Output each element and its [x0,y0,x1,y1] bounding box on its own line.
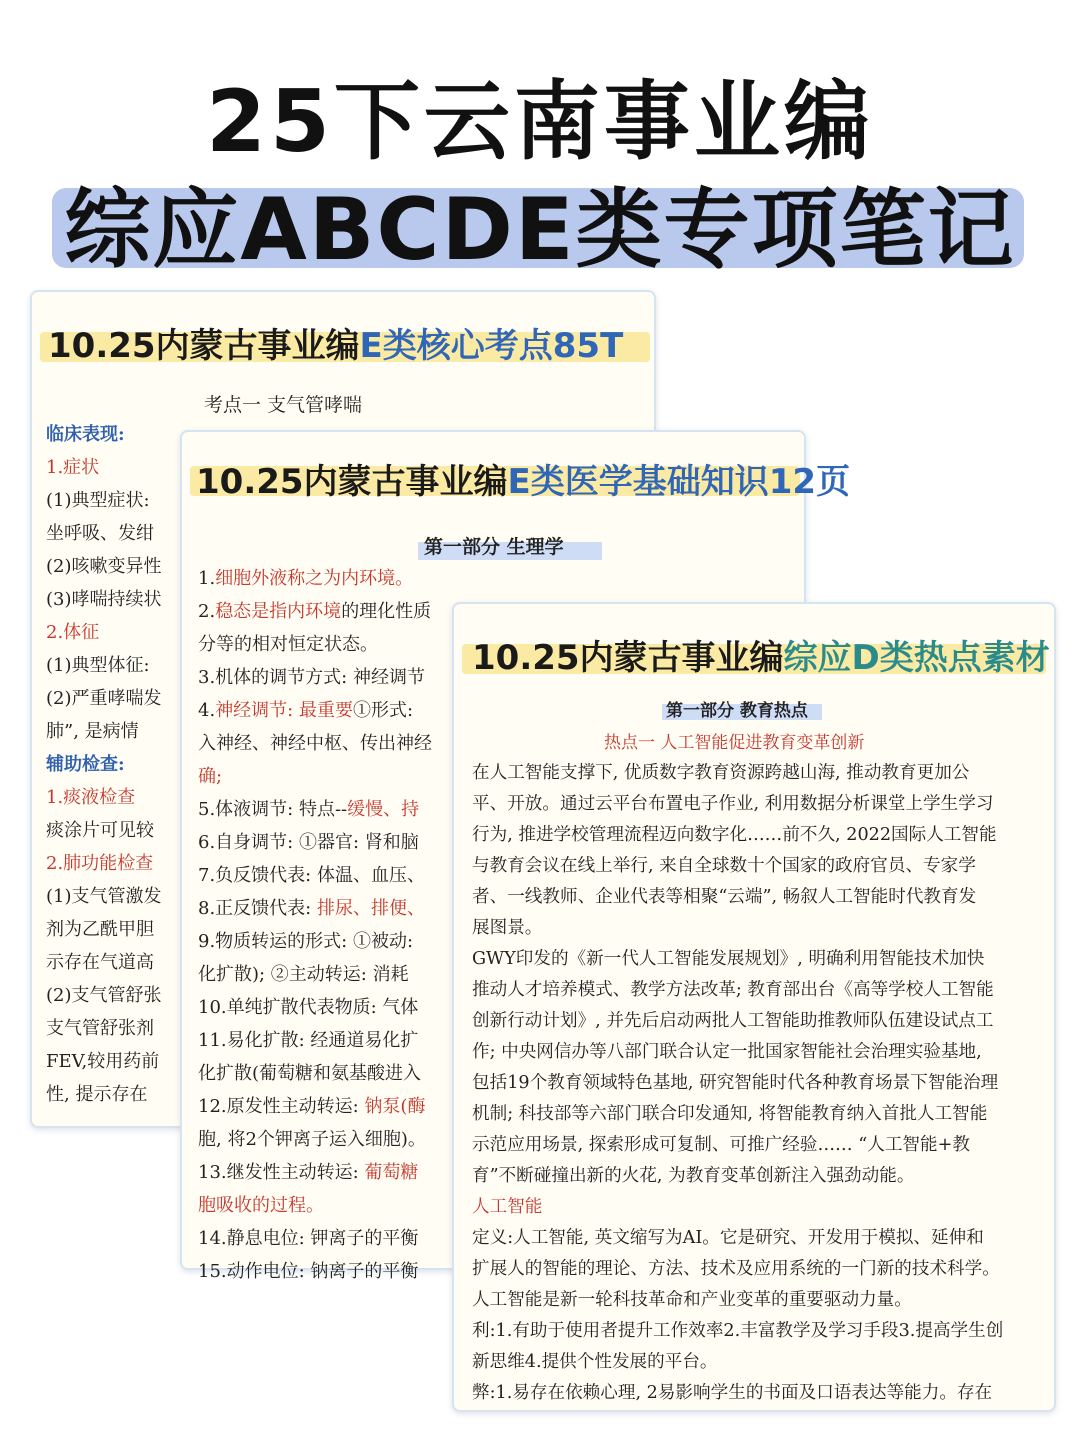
note-line: (2)严重哮喘发 [46,688,162,709]
note-line-segment: 4. [198,700,216,721]
note-line: (2)咳嗽变异性 [46,556,162,577]
note-line: 包括19个教育领域特色基地, 研究智能时代各种教育场景下智能治理 [472,1073,999,1093]
note-line: 弊:1.易存在依赖心理, 2易影响学生的书面及口语表达等能力。存在 [472,1383,993,1403]
note-line: 辅助检查: [46,754,125,775]
section-heading: 第一部分 教育热点 [666,701,808,721]
note-line [198,1255,432,1288]
note-line-segment: 胞吸收的过程。 [198,1195,324,1216]
section-heading: 第一部分 生理学 [424,536,564,558]
note-line [198,1090,432,1123]
title-line-2: 综应ABCDE类专项笔记 [64,180,1016,280]
card-title-prefix: 10.25内蒙古事业编 [196,462,508,502]
note-line: 利:1.有助于使用者提升工作效率2.丰富教学及学习手段3.提高学生创 [472,1321,1004,1341]
note-line [198,1123,432,1156]
note-line-segment: 2. [198,601,216,622]
note-line-segment: 6.自身调节: ①器官: 肾和脑 [198,832,419,853]
note-line [198,1057,432,1090]
note-line-segment: 胞, 将2个钾离子运入细胞)。 [198,1129,426,1150]
note-line: 痰涂片可见较 [46,820,154,841]
note-line: 示存在气道高 [46,952,154,973]
note-line: 推动人才培养模式、教学方法改革; 教育部出台《高等学校人工智能 [472,980,994,1000]
note-card-d-hotspot [452,602,1056,1412]
note-line [198,661,432,694]
note-line: 肺”, 是病情 [46,721,139,742]
note-line: 创新行动计划》, 并先后启动两批人工智能助推教师队伍建设试点工 [472,1011,994,1031]
card-title [472,630,1050,679]
note-line [198,859,432,892]
note-line: 行为, 推进学校管理流程迈向数字化……前不久, 2022国际人工智能 [472,825,997,845]
card-title-suffix: E类医学基础知识12页 [507,462,851,502]
note-line: (1)典型症状: [46,490,150,511]
card-title-prefix: 10.25内蒙古事业编 [48,326,360,366]
note-line: 新思维4.提供个性发展的平台。 [472,1352,718,1372]
note-line [198,958,432,991]
note-line-segment: 神经调节: 最重要 [215,700,353,721]
note-line-segment: 1. [198,568,216,589]
note-line: 展图景。 [472,918,543,938]
note-line-segment: 12.原发性主动转运: [198,1096,365,1117]
note-line: 与教育会议在线上举行, 来自全球数十个国家的政府官员、专家学 [472,856,976,876]
note-line-segment: 5.体液调节: 特点-- [198,799,348,820]
note-line-segment: 缓慢、持 [347,799,420,820]
note-line: 育”不断碰撞出新的火花, 为教育变革创新注入强劲动能。 [472,1166,915,1186]
note-line-segment: 7.负反馈代表: 体温、血压、 [198,865,425,886]
note-line: 在人工智能支撑下, 优质数字教育资源跨越山海, 推动教育更加公 [472,763,970,783]
note-line: (1)典型体征: [46,655,150,676]
note-line [198,694,432,727]
note-line: 临床表现: [46,424,125,445]
note-line [198,760,432,793]
note-lines [46,418,162,1111]
note-line-segment: 11.易化扩散: 经通道易化扩 [198,1030,419,1051]
note-line [198,892,432,925]
note-line-segment: 排尿、排便、 [316,898,425,919]
note-line-segment: 分等的相对恒定状态。 [198,634,378,655]
note-line: 2.体征 [46,622,100,643]
note-line [198,628,432,661]
note-line-segment: 化扩散(葡萄糖和氨基酸进入 [198,1063,422,1084]
note-line: 机制; 科技部等六部门联合印发通知, 将智能教育纳入首批人工智能 [472,1104,988,1124]
note-line [198,793,432,826]
note-line: 人工智能是新一轮科技革命和产业变革的重要驱动力量。 [472,1290,912,1310]
cover-title [0,0,1080,290]
note-line-segment: ①形式: [352,700,414,721]
title-line-1: 25下云南事业编 [206,72,874,172]
note-line-segment: 稳态是指内环境 [215,601,342,622]
note-line-segment: 13.继发性主动转运: [198,1162,365,1183]
note-line [198,826,432,859]
note-line-segment: 9.物质转运的形式: ①被动: [198,931,414,952]
note-line: 定义:人工智能, 英文缩写为AI。它是研究、开发用于模拟、延伸和 [472,1228,984,1248]
note-line: 2.肺功能检查 [46,853,154,874]
note-line: 作; 中央网信办等八部门联合认定一批国家智能社会治理实验基地, [472,1042,982,1062]
note-line [198,1024,432,1057]
note-line: 剂为乙酰甲胆 [46,919,154,940]
card-title-suffix: E类核心考点85T [359,326,624,366]
note-line [198,991,432,1024]
section-heading: 考点一 支气管哮喘 [204,394,363,416]
note-line: 人工智能 [472,1197,543,1217]
note-line-segment: 10.单纯扩散代表物质: 气体 [198,997,419,1018]
hotspot-heading: 热点一 人工智能促进教育变革创新 [604,733,865,753]
note-line: 支气管舒张剂 [46,1018,154,1039]
note-line-segment: 的理化性质 [341,601,432,622]
note-lines [198,562,432,1288]
note-line [198,727,432,760]
note-line: 平、开放。通过云平台布置电子作业, 利用数据分析课堂上学生学习 [472,794,994,814]
note-line [198,1156,432,1189]
note-line [198,1189,432,1222]
card-title-prefix: 10.25内蒙古事业编 [472,638,784,678]
note-line: 扩展人的智能的理论、方法、技术及应用系统的一门新的技术科学。 [472,1259,1000,1279]
note-line-segment: 8.正反馈代表: [198,898,317,919]
note-lines [472,758,1038,1409]
note-line-segment: 葡萄糖 [364,1162,419,1183]
note-line: 示范应用场景, 探索形成可复制、可推广经验…… “人工智能+教 [472,1135,970,1155]
note-line: (1)支气管激发 [46,886,162,907]
note-line [198,595,432,628]
note-line: 1.痰液检查 [46,787,136,808]
note-line-segment: 3.机体的调节方式: 神经调节 [198,667,425,688]
note-line: GWY印发的《新一代人工智能发展规划》, 明确利用智能技术加快 [472,949,985,969]
card-title-suffix: 综应D类热点素材 [783,638,1050,678]
note-line-segment: 14.静息电位: 钾离子的平衡 [198,1228,419,1249]
note-line: 1.症状 [46,457,100,478]
note-line [198,562,432,595]
card-title [196,454,850,503]
note-line-segment: 入神经、神经中枢、传出神经 [198,733,432,754]
note-line-segment: 钠泵(酶 [364,1096,426,1117]
note-line: 坐呼吸、发绀 [46,523,154,544]
note-line-segment: 化扩散); ②主动转运: 消耗 [198,964,409,985]
note-line-segment: 15.动作电位: 钠离子的平衡 [198,1261,419,1282]
note-line: 性, 提示存在 [46,1084,148,1105]
note-line [198,1222,432,1255]
note-line-segment: 细胞外液称之为内环境。 [215,568,414,589]
note-line: 者、一线教师、企业代表等相聚“云端”, 畅叙人工智能时代教育发 [472,887,977,907]
note-line: (2)支气管舒张 [46,985,162,1006]
card-title [48,318,623,367]
note-line: FEV,较用药前 [46,1051,160,1072]
note-line [198,925,432,958]
note-line: (3)哮喘持续状 [46,589,162,610]
note-line-segment: 确; [198,766,223,787]
